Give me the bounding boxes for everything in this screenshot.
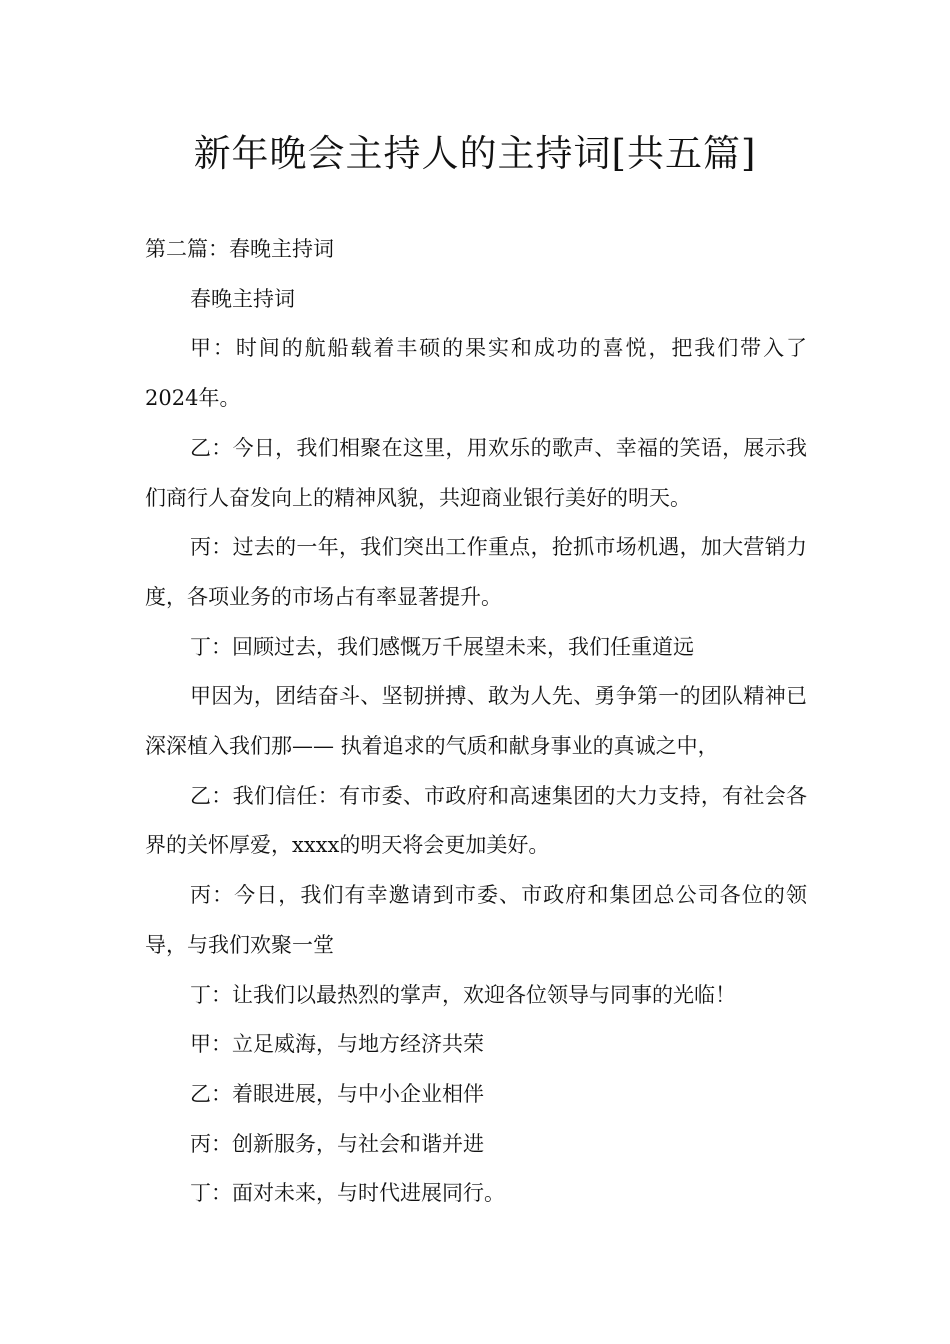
- paragraph: 甲：时间的航船载着丰硕的果实和成功的喜悦，把我们带入了2024年。: [145, 336, 807, 411]
- paragraph: 乙：今日，我们相聚在这里，用欢乐的歌声、幸福的笑语，展示我们商行人奋发向上的精神风貌，共迎商业银行美好的明天。: [145, 435, 807, 510]
- document-body: [145, 225, 807, 1219]
- paragraph: 乙：着眼进展，与中小企业相伴: [190, 1081, 484, 1106]
- paragraph: 乙：我们信任：有市委、市政府和高速集团的大力支持，有社会各界的关怀厚爱，xxxx的明天将会更加美好。: [145, 783, 807, 858]
- document-title: 新年晚会主持人的主持词[共五篇]: [193, 132, 757, 175]
- paragraph: 丁：面对未来，与时代进展同行。: [190, 1181, 505, 1206]
- paragraph: 丙：今日，我们有幸邀请到市委、市政府和集团总公司各位的领导，与我们欢聚一堂: [145, 883, 807, 957]
- paragraph: 甲：立足威海，与地方经济共荣: [190, 1032, 484, 1057]
- paragraph: 丙：过去的一年，我们突出工作重点，抢抓市场机遇，加大营销力度，各项业务的市场占有率显著提升。: [145, 535, 807, 609]
- paragraph-section-heading: 第二篇：春晚主持词: [145, 237, 334, 261]
- paragraph: 丁：让我们以最热烈的掌声，欢迎各位领导与同事的光临！: [190, 982, 736, 1007]
- paragraph: 甲因为，团结奋斗、坚韧拼搏、敢为人先、勇争第一的团队精神已深深植入我们那—— 执着追求的气质和献身事业的真诚之中，: [145, 684, 807, 759]
- paragraph: 丁：回顾过去，我们感慨万千展望未来，我们任重道远: [190, 634, 694, 659]
- paragraph-subtitle: 春晚主持词: [190, 286, 295, 311]
- paragraph: 丙：创新服务，与社会和谐并进: [190, 1131, 484, 1156]
